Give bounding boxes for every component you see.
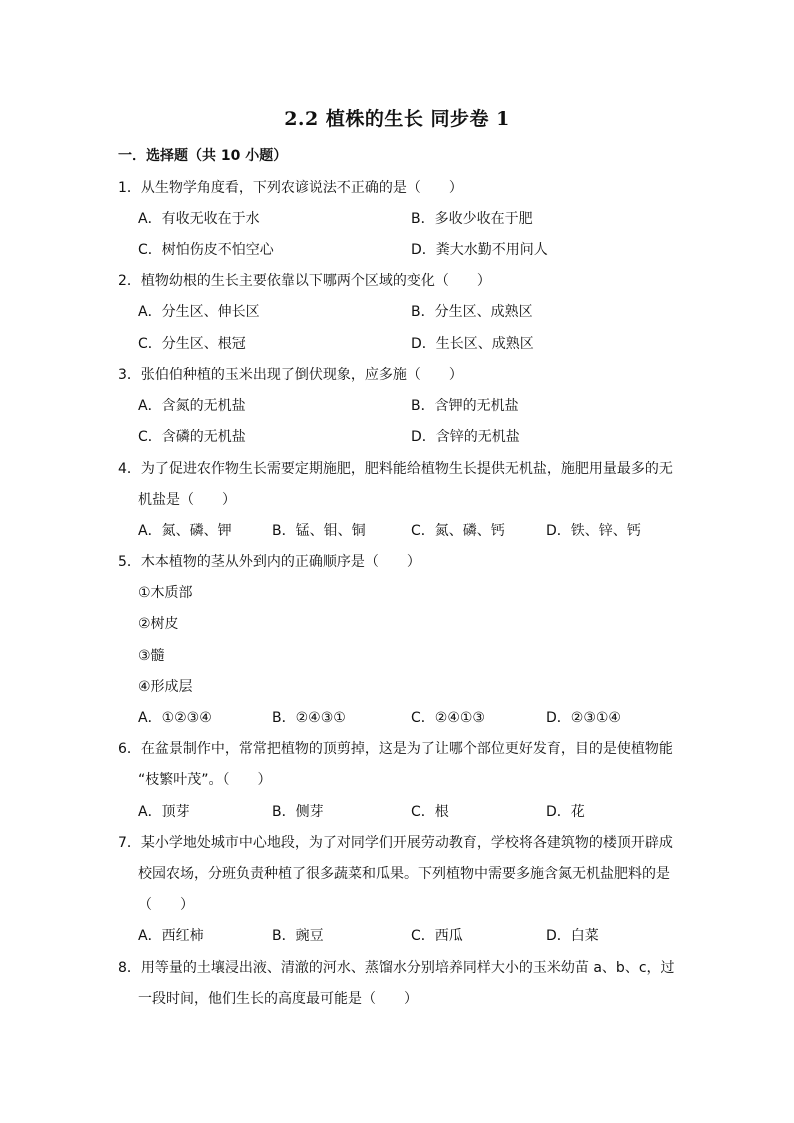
q5-item-1: ①木质部	[138, 585, 193, 601]
q1-option-b: B．多收少收在于肥	[411, 211, 533, 227]
q5-item-3: ③髓	[138, 648, 165, 664]
q2-option-d: D．生长区、成熟区	[411, 336, 534, 352]
question-3-stem: 3．张伯伯种植的玉米出现了倒伏现象，应多施（ ）	[118, 367, 463, 383]
q7-option-c: C．西瓜	[411, 928, 463, 944]
question-4-stem-line-1: 4．为了促进农作物生长需要定期施肥，肥料能给植物生长提供无机盐，施肥用量最多的无	[118, 461, 673, 477]
q5-item-2: ②树皮	[138, 616, 179, 632]
q1-option-d: D．粪大水勤不用问人	[411, 242, 548, 258]
q4-option-d: D．铁、锌、钙	[546, 523, 641, 539]
section-heading: 一．选择题（共 10 小题）	[118, 148, 288, 164]
q7-option-a: A．西红柿	[138, 928, 204, 944]
q2-option-b: B．分生区、成熟区	[411, 304, 533, 320]
q1-option-c: C．树怕伤皮不怕空心	[138, 242, 274, 258]
question-6-stem-line-2: “枝繁叶茂”。（ ）	[138, 772, 272, 788]
q5-option-a: A．①②③④	[138, 710, 212, 726]
question-7-stem-line-2: 校园农场，分班负责种植了很多蔬菜和瓜果。下列植物中需要多施含氮无机盐肥料的是	[138, 866, 670, 882]
q5-option-d: D．②③①④	[546, 710, 621, 726]
q6-option-a: A．顶芽	[138, 804, 190, 820]
q3-option-d: D．含锌的无机盐	[411, 429, 520, 445]
question-8-stem-line-2: 一段时间，他们生长的高度最可能是（ ）	[138, 991, 418, 1007]
q3-option-b: B．含钾的无机盐	[411, 398, 519, 414]
question-7-stem-line-1: 7．某小学地处城市中心地段，为了对同学们开展劳动教育，学校将各建筑物的楼顶开辟成	[118, 835, 673, 851]
q7-option-d: D．白菜	[546, 928, 599, 944]
q5-item-4: ④形成层	[138, 679, 193, 695]
question-5-stem: 5．木本植物的茎从外到内的正确顺序是（ ）	[118, 554, 421, 570]
question-1-stem: 1．从生物学角度看，下列农谚说法不正确的是（ ）	[118, 180, 463, 196]
q1-option-a: A．有收无收在于水	[138, 211, 260, 227]
page-title: 2.2 植株的生长 同步卷 1	[284, 108, 510, 130]
question-8-stem-line-1: 8．用等量的土壤浸出液、清澈的河水、蒸馏水分别培养同样大小的玉米幼苗 a、b、c，过	[118, 960, 675, 976]
q2-option-a: A．分生区、伸长区	[138, 304, 260, 320]
question-7-stem-line-3: （ ）	[138, 897, 194, 913]
q3-option-c: C．含磷的无机盐	[138, 429, 246, 445]
q5-option-b: B．②④③①	[272, 710, 346, 726]
q4-option-b: B．锰、钼、铜	[272, 523, 366, 539]
q4-option-c: C．氮、磷、钙	[411, 523, 505, 539]
q7-option-b: B．豌豆	[272, 928, 324, 944]
question-6-stem-line-1: 6．在盆景制作中，常常把植物的顶剪掉，这是为了让哪个部位更好发育，目的是使植物能	[118, 741, 673, 757]
q3-option-a: A．含氮的无机盐	[138, 398, 246, 414]
q2-option-c: C．分生区、根冠	[138, 336, 246, 352]
question-4-stem-line-2: 机盐是（ ）	[138, 492, 236, 508]
q5-option-c: C．②④①③	[411, 710, 485, 726]
question-2-stem: 2．植物幼根的生长主要依靠以下哪两个区域的变化（ ）	[118, 273, 491, 289]
q6-option-c: C．根	[411, 804, 449, 820]
q6-option-d: D．花	[546, 804, 585, 820]
q6-option-b: B．侧芽	[272, 804, 324, 820]
q4-option-a: A．氮、磷、钾	[138, 523, 232, 539]
